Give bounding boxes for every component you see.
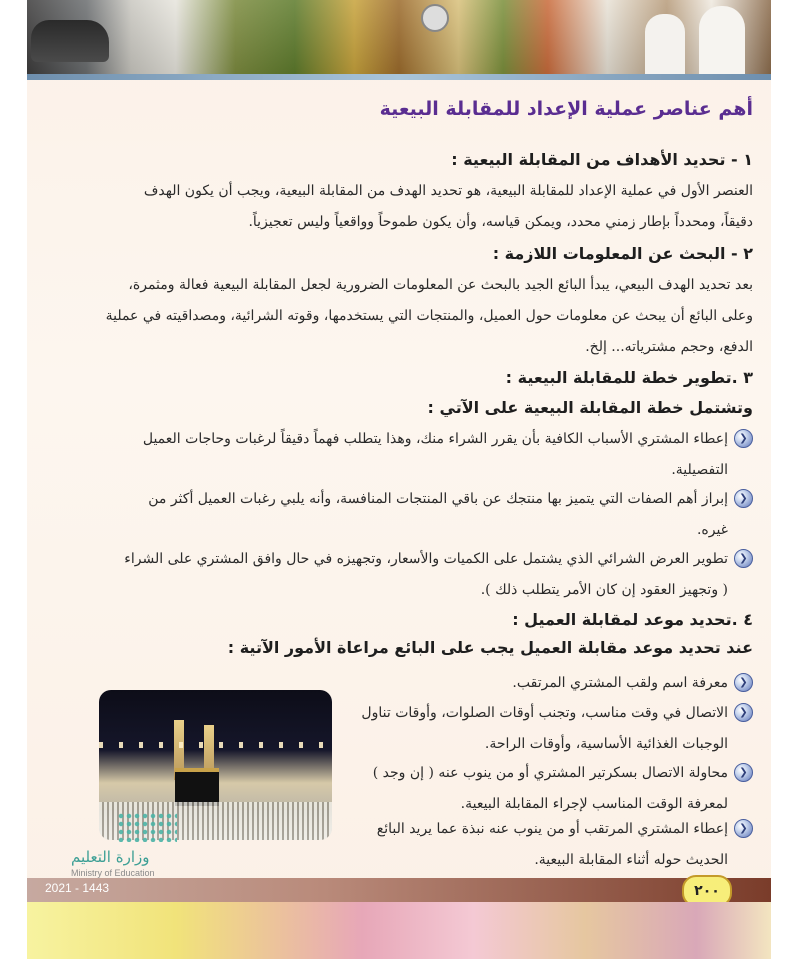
- section-4-bullet-1: ❮ معرفة اسم ولقب المشتري المرتقب.: [323, 668, 753, 699]
- circle-arrow-icon: ❮: [734, 429, 753, 448]
- section-1-line-2: دقيقاً، ومحدداً بإطار زمني محدد، ويمكن قياسه، وأن يكون طموحاً وواقعياً وليس تعجيزياً.: [248, 214, 753, 230]
- section-1-paragraph: [103, 176, 753, 238]
- section-2-paragraph: [103, 270, 753, 363]
- section-3-bullet-1: ❮ إعطاء المشتري الأسباب الكافية بأن يقرر الشراء منك، وهذا يتطلب فهماً دقيقاً لرغبات وحاجات العميل التفصيلية.: [103, 424, 753, 486]
- section-1-line-1: العنصر الأول في عملية الإعداد للمقابلة البيعية، هو تحديد الهدف من المقابلة البيعية، ويجب أن يكون الهدف: [143, 183, 753, 199]
- footer-decoration: [27, 902, 771, 959]
- shopper-figure: [645, 14, 685, 80]
- section-2-line-3: الدفع، وحجم مشترياته... إلخ.: [585, 339, 753, 355]
- car-shape: [31, 20, 109, 62]
- circle-arrow-icon: ❮: [734, 673, 753, 692]
- clock-icon: [421, 4, 449, 32]
- section-1-title: ١ - تحديد الأهداف من المقابلة البيعية :: [451, 150, 753, 169]
- section-4-bullet-2: ❮ الاتصال في وقت مناسب، وتجنب أوقات الصلوات، وأوقات تناول الوجبات الغذائية الأساسية، وأوقات الراحة.: [323, 698, 753, 760]
- footer-bar: [27, 878, 771, 902]
- ministry-name-english: Ministry of Education: [71, 868, 155, 878]
- seller-figure: [699, 6, 745, 80]
- section-2-line-2: وعلى البائع أن يبحث عن معلومات حول العميل، والمنتجات التي يستخدمها، وقوته الشرائية، ومصداقيته في عملية: [105, 308, 753, 324]
- page-number: ٢٠٠: [682, 875, 732, 907]
- main-title: أهم عناصر عملية الإعداد للمقابلة البيعية: [379, 98, 753, 120]
- circle-arrow-icon: ❮: [734, 763, 753, 782]
- section-3-subtitle: وتشتمل خطة المقابلة البيعية على الآتي :: [427, 398, 753, 417]
- circle-arrow-icon: ❮: [734, 489, 753, 508]
- section-3-title: ٣ .تطوير خطة للمقابلة البيعية :: [505, 368, 753, 387]
- section-2-title: ٢ - البحث عن المعلومات اللازمة :: [492, 244, 753, 263]
- circle-arrow-icon: ❮: [734, 819, 753, 838]
- edition-year: 2021 - 1443: [45, 881, 110, 895]
- ministry-logo-icon: [117, 812, 177, 842]
- kaaba-shape: [175, 768, 219, 806]
- textbook-page: [27, 0, 771, 959]
- section-4-bullet-3: ❮ محاولة الاتصال بسكرتير المشتري أو من ينوب عنه ( إن وجد ) لمعرفة الوقت المناسب لإجراء المقابلة البيعية.: [323, 758, 753, 820]
- section-4-subtitle: عند تحديد موعد مقابلة العميل يجب على البائع مراعاة الأمور الآتية :: [227, 638, 753, 657]
- header-banner-image: [27, 0, 771, 80]
- section-4-bullet-4: ❮ إعطاء المشتري المرتقب أو من ينوب عنه نبذة عما يريد البائع الحديث حوله أثناء المقابلة البيعية.: [323, 814, 753, 876]
- section-3-bullet-2: ❮ إبراز أهم الصفات التي يتميز بها منتجك عن باقي المنتجات المنافسة، وأنه يلبي رغبات العميل أكثر من غيره.: [103, 484, 753, 546]
- section-4-title: ٤ .تحديد موعد لمقابلة العميل :: [512, 610, 753, 629]
- ministry-name-arabic: وزارة التعليم: [71, 848, 150, 866]
- section-2-line-1: بعد تحديد الهدف البيعي، يبدأ البائع الجيد بالبحث عن المعلومات الضرورية لجعل المقابلة البيعية فعالة ومثمرة،: [128, 277, 753, 293]
- circle-arrow-icon: ❮: [734, 549, 753, 568]
- circle-arrow-icon: ❮: [734, 703, 753, 722]
- ministry-logo: [71, 808, 191, 888]
- section-3-bullet-3: ❮ تطوير العرض الشرائي الذي يشتمل على الكميات والأسعار، وتجهيزه في حال وافق المشتري على الشراء ( وتجهيز العقود إن كان الأمر يتطلب ذلك ).: [103, 544, 753, 606]
